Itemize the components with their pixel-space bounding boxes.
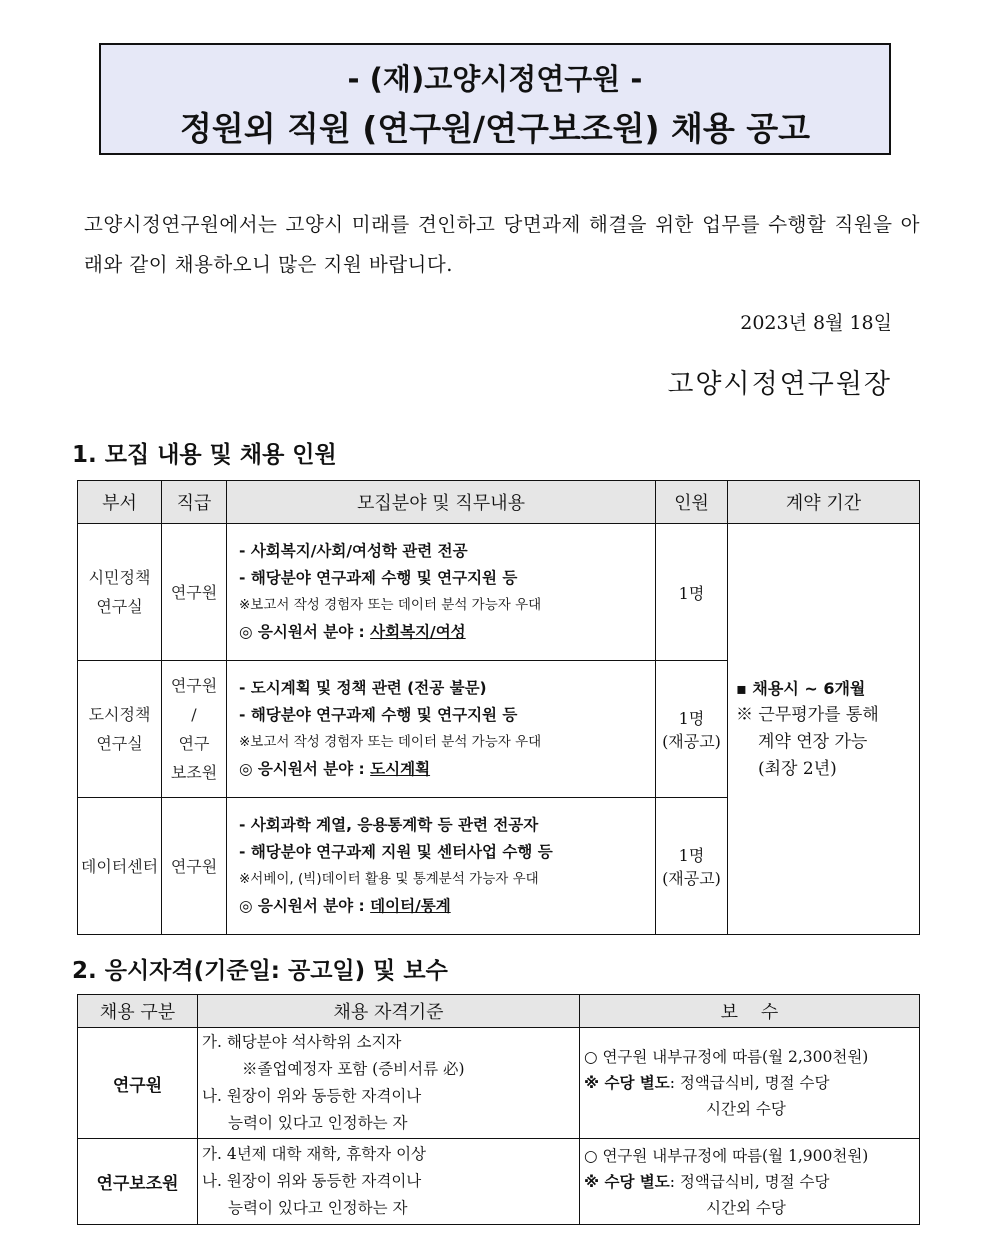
signer: 고양시정연구원장 <box>667 369 892 400</box>
qualification-table <box>77 994 920 1225</box>
qualification-line: 나. 원장이 위와 동등한 자격이나 <box>202 1087 422 1105</box>
contract-note: ※ 근무평가를 통해 <box>736 705 879 725</box>
headcount: 1명 <box>678 709 705 728</box>
count-cell <box>656 524 728 661</box>
qualification-note: ※졸업예정자 포함 (증비서류 必) <box>242 1060 465 1078</box>
count-note: (재공고) <box>662 869 721 888</box>
kind-cell: 연구원 <box>78 1028 198 1139</box>
field-value: 사회복지/여성 <box>370 623 466 641</box>
qualification-line: 가. 해당분야 석사학위 소지자 <box>202 1033 402 1051</box>
col-header: 채용 구분 <box>78 995 198 1028</box>
col-header: 모집분야 및 직무내용 <box>227 481 656 524</box>
rank-name: 연구원 <box>170 856 218 876</box>
salary-line: ○ 연구원 내부규정에 따름(월 2,300천원) <box>584 1048 869 1066</box>
count-cell <box>656 661 728 798</box>
application-field: ◎ 응시원서 분야 : 데이터/통계 <box>239 897 451 915</box>
application-field: ◎ 응시원서 분야 : 사회복지/여성 <box>239 623 466 641</box>
page-title: 정원외 직원 (연구원/연구보조원) 채용 공고 <box>179 109 811 148</box>
duty-note: ※보고서 작성 경험자 또는 데이터 분석 가능자 우대 <box>239 597 542 613</box>
count-cell <box>656 798 728 935</box>
duty-line: - 해당분야 연구과제 지원 및 센터사업 수행 등 <box>239 843 553 861</box>
col-header: 직급 <box>162 481 227 524</box>
salary-line: ○ 연구원 내부규정에 따름(월 1,900천원) <box>584 1146 869 1165</box>
rank-cell <box>162 798 227 935</box>
qualification-cell <box>198 1139 580 1225</box>
col-header: 부서 <box>78 481 162 524</box>
qualification-line: 가. 4년제 대학 재학, 휴학자 이상 <box>202 1145 427 1163</box>
title-box <box>99 43 891 155</box>
dept-name: 데이터센터 <box>80 856 159 876</box>
dept-name: 연구실 <box>96 734 143 753</box>
dept-cell <box>78 661 162 798</box>
table-header-row <box>78 995 920 1028</box>
allowance-line: ※ 수당 별도: 정액급식비, 명절 수당 <box>584 1074 830 1092</box>
qualification-cell <box>198 1028 580 1139</box>
field-value: 도시계획 <box>370 760 431 778</box>
intro-paragraph: 고양시정연구원에서는 고양시 미래를 견인하고 당면과제 해결을 위한 업무를 수행할 직원을 아래와 같이 채용하오니 많은 지원 바랍니다. <box>84 213 920 276</box>
duty-line: - 해당분야 연구과제 수행 및 연구지원 등 <box>239 569 518 587</box>
field-value: 데이터/통계 <box>370 897 451 915</box>
pay-cell <box>580 1028 920 1139</box>
rank-name: 연구 <box>178 734 210 753</box>
dept-name: 도시정책 <box>88 705 151 724</box>
duty-line: - 사회복지/사회/여성학 관련 전공 <box>239 542 468 560</box>
duty-cell <box>227 524 656 661</box>
rank-cell <box>162 661 227 798</box>
allowance-line: ※ 수당 별도: 정액급식비, 명절 수당 <box>584 1172 830 1191</box>
duty-line: - 도시계획 및 정책 관련 (전공 불문) <box>239 679 487 697</box>
rank-name: 연구원 <box>170 676 218 695</box>
duty-note: ※서베이, (빅)데이터 활용 및 통계분석 가능자 우대 <box>239 871 539 887</box>
dept-name: 시민정책 <box>88 568 151 587</box>
dept-cell <box>78 798 162 935</box>
dept-name: 연구실 <box>96 597 143 616</box>
table-row <box>78 1139 920 1225</box>
org-subtitle: - (재)고양시정연구원 - <box>347 62 643 96</box>
rank-cell <box>162 524 227 661</box>
duty-line: - 해당분야 연구과제 수행 및 연구지원 등 <box>239 706 518 724</box>
duty-line: - 사회과학 계열, 응용통계학 등 관련 전공자 <box>239 816 539 834</box>
col-header: 계약 기간 <box>728 481 920 524</box>
col-header: 보 수 <box>580 995 920 1028</box>
table-header-row <box>78 481 920 524</box>
rank-name: 연구원 <box>170 582 218 602</box>
table-row <box>78 1028 920 1139</box>
allowance-line: 시간외 수당 <box>706 1198 786 1217</box>
contract-note: (최장 2년) <box>758 759 837 779</box>
section-2-heading: 2. 응시자격(기준일: 공고일) 및 보수 <box>72 958 448 984</box>
contract-note: 계약 연장 가능 <box>758 732 868 752</box>
pay-cell <box>580 1139 920 1225</box>
rank-name: 보조원 <box>170 763 218 782</box>
contract-cell <box>728 524 920 935</box>
qualification-line: 나. 원장이 위와 동등한 자격이나 <box>202 1172 422 1190</box>
application-field: ◎ 응시원서 분야 : 도시계획 <box>239 760 431 778</box>
rank-name: / <box>191 705 197 724</box>
dept-cell <box>78 524 162 661</box>
duty-note: ※보고서 작성 경험자 또는 데이터 분석 가능자 우대 <box>239 734 542 750</box>
allowance-line: 시간외 수당 <box>706 1100 786 1118</box>
contract-period: ▪ 채용시 ~ 6개월 <box>736 679 866 698</box>
kind-cell: 연구보조원 <box>78 1139 198 1225</box>
duty-cell <box>227 798 656 935</box>
notice-date: 2023년 8월 18일 <box>740 312 892 334</box>
headcount: 1명 <box>678 583 705 603</box>
section-1-heading: 1. 모집 내용 및 채용 인원 <box>72 442 337 468</box>
table-row <box>78 524 920 661</box>
col-header: 인원 <box>656 481 728 524</box>
col-header: 채용 자격기준 <box>198 995 580 1028</box>
qualification-line: 능력이 있다고 인정하는 자 <box>228 1199 408 1217</box>
duty-cell <box>227 661 656 798</box>
recruitment-table <box>77 480 920 935</box>
count-note: (재공고) <box>662 732 721 751</box>
qualification-line: 능력이 있다고 인정하는 자 <box>228 1114 408 1132</box>
headcount: 1명 <box>678 846 705 865</box>
